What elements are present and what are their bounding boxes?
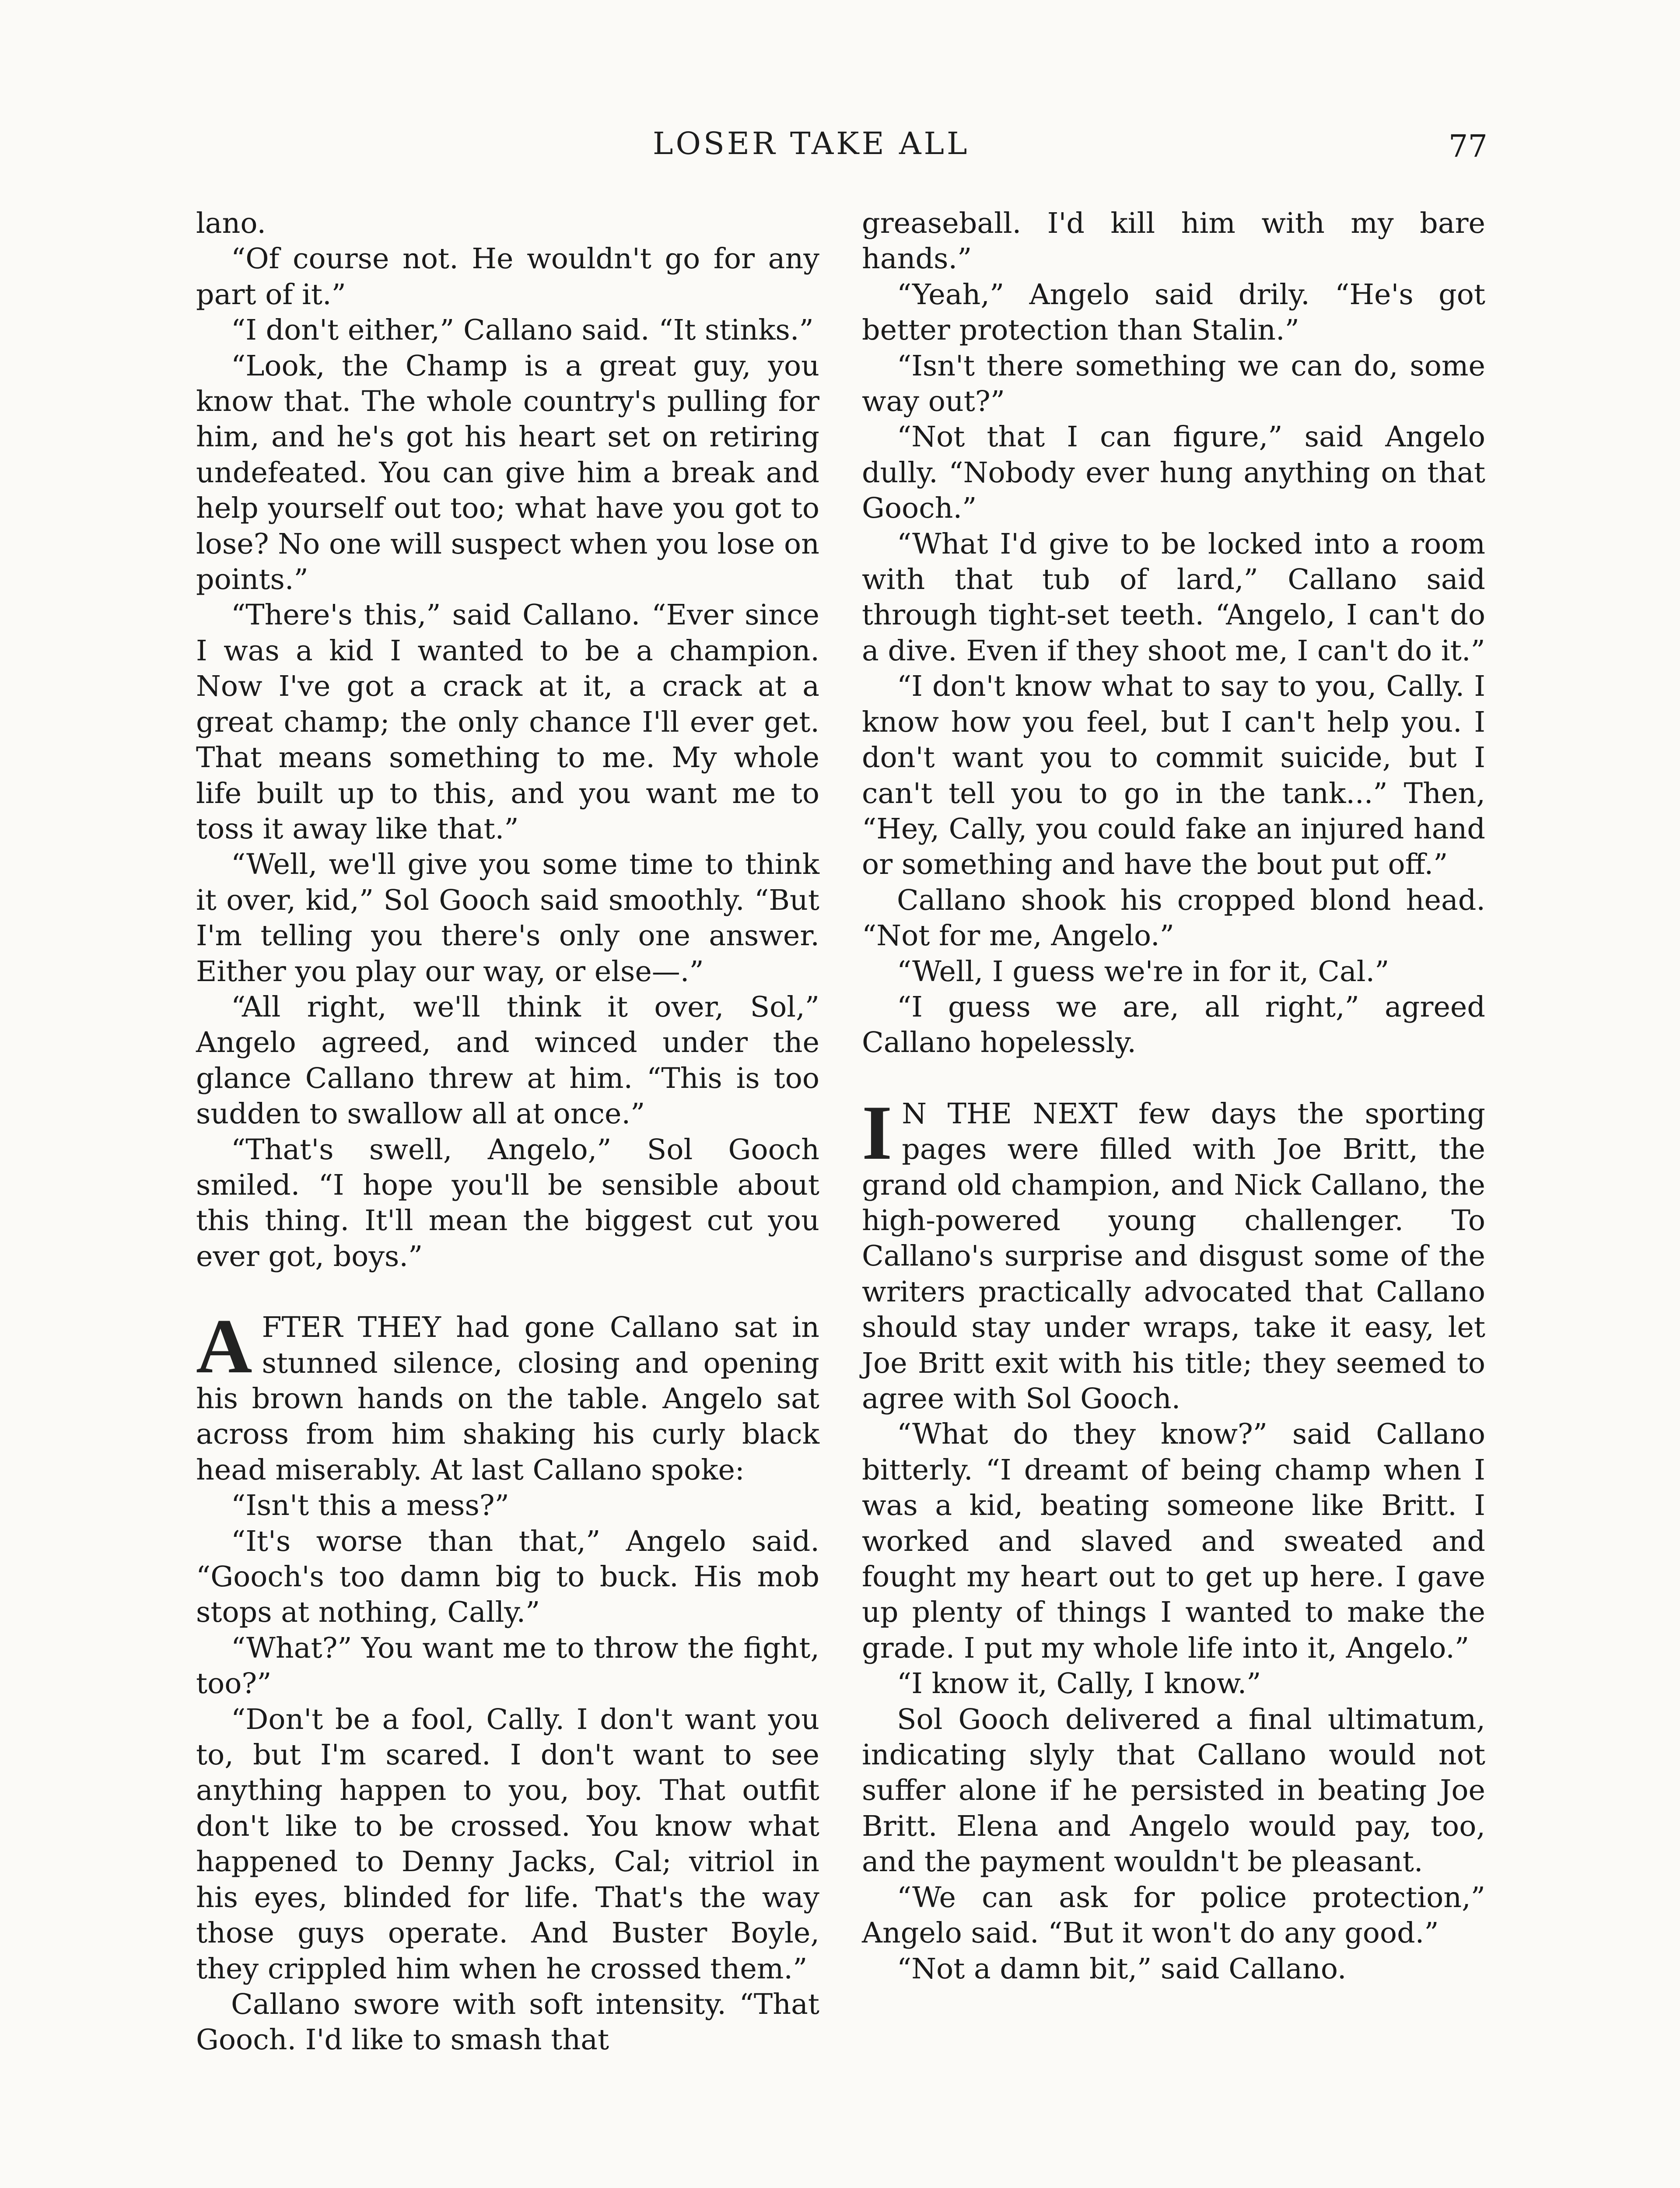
paragraph bbox=[196, 1303, 819, 1488]
paragraph bbox=[862, 883, 1485, 954]
paragraph bbox=[862, 526, 1485, 669]
drop-cap: A bbox=[196, 1303, 252, 1390]
paragraph-text: “I guess we are, all right,” agreed Callano hopelessly. bbox=[862, 990, 1485, 1059]
paragraph-text: “What do they know?” said Callano bitterly. “I dreamt of being champ when I was a kid, beating someone like Britt. I worked and slaved and sweated and fought my heart out to get up here. I gave up plenty of things I wanted to make the grade. I put my whole life into it, Angelo.” bbox=[862, 1418, 1485, 1665]
paragraph-text: lano. bbox=[196, 207, 266, 240]
paragraph-text: “Well, we'll give you some time to think it over, kid,” Sol Gooch said smoothly. “But I'm telling you there's only one answer. Either you play our way, or else—.” bbox=[196, 848, 819, 988]
paragraph bbox=[862, 1880, 1485, 1951]
paragraph-text: “What I'd give to be locked into a room with that tub of lard,” Callano said through tight-set teeth. “Angelo, I can't do a dive. Even if they shoot me, I can't do it.” bbox=[862, 527, 1485, 667]
paragraph bbox=[862, 419, 1485, 526]
paragraph bbox=[196, 989, 819, 1132]
paragraph bbox=[196, 206, 819, 241]
paragraph-text: “Isn't this a mess?” bbox=[231, 1489, 509, 1522]
paragraph bbox=[196, 241, 819, 312]
paragraph-text: “I don't know what to say to you, Cally. I know how you feel, but I can't help you. I don't want you to commit suicide, but I can't tell you to go in the tank...” Then, “Hey, Cally, you could fake an injured hand or something and have the bout put off.” bbox=[862, 670, 1485, 881]
paragraph-text: N THE NEXT few days the sporting pages were filled with Joe Britt, the grand old champion, and Nick Callano, the high-powered young challenger. To Callano's surprise and disgust some of the writers practically advocated that Callano should stay under wraps, take it easy, let Joe Britt exit with his title; they seemed to agree with Sol Gooch. bbox=[862, 1097, 1485, 1415]
paragraph bbox=[862, 277, 1485, 348]
paragraph bbox=[196, 1987, 819, 2058]
paragraph bbox=[862, 1951, 1485, 1987]
paragraph-text: “All right, we'll think it over, Sol,” Angelo agreed, and winced under the glance Callano threw at him. “This is too sudden to swallow all at once.” bbox=[196, 990, 819, 1131]
paragraph bbox=[196, 312, 819, 348]
paragraph-text: Callano shook his cropped blond head. “Not for me, Angelo.” bbox=[862, 884, 1485, 953]
paragraph bbox=[196, 1524, 819, 1630]
paragraph-text: “We can ask for police protection,” Angelo said. “But it won't do any good.” bbox=[862, 1881, 1485, 1950]
paragraph-text: “It's worse than that,” Angelo said. “Gooch's too damn big to buck. His mob stops at nothing, Cally.” bbox=[196, 1525, 819, 1629]
paragraph-text: “That's swell, Angelo,” Sol Gooch smiled. “I hope you'll be sensible about this thing. It'll mean the biggest cut you ever got, boys.” bbox=[196, 1133, 819, 1273]
paragraph bbox=[862, 1702, 1485, 1880]
paragraph-text: “Well, I guess we're in for it, Cal.” bbox=[897, 955, 1390, 988]
paragraph bbox=[862, 206, 1485, 277]
paragraph bbox=[196, 847, 819, 989]
paragraph-text: “There's this,” said Callano. “Ever since I was a kid I wanted to be a champion. Now I've got a crack at it, a crack at a great champ; the only chance I'll ever get. That means something to me. My whole life built up to this, and you want me to toss it away like that.” bbox=[196, 599, 819, 845]
right-text-column bbox=[862, 206, 1485, 1987]
paragraph bbox=[862, 954, 1485, 989]
paragraph-text: “What?” You want me to throw the fight, too?” bbox=[196, 1631, 819, 1701]
paragraph-text: greaseball. I'd kill him with my bare hands.” bbox=[862, 207, 1485, 276]
paragraph bbox=[862, 669, 1485, 882]
paragraph bbox=[196, 1488, 819, 1523]
page-number: 77 bbox=[1448, 128, 1488, 164]
paragraph-text: “Of course not. He wouldn't go for any part of it.” bbox=[196, 242, 819, 311]
left-text-column bbox=[196, 206, 819, 2058]
paragraph bbox=[196, 348, 819, 598]
paragraph-text: “I know it, Cally, I know.” bbox=[897, 1667, 1261, 1701]
paragraph-text: Sol Gooch delivered a final ultimatum, indicating slyly that Callano would not suffer alone if he persisted in beating Joe Britt. Elena and Angelo would pay, too, and the payment wouldn't be pleasant. bbox=[862, 1703, 1485, 1879]
running-title: LOSER TAKE ALL bbox=[653, 126, 970, 161]
paragraph-text: “Look, the Champ is a great guy, you know that. The whole country's pulling for him, and he's got his heart set on retiring undefeated. You can give him a break and help yourself out too; what have you got to lose? No one will suspect when you lose on points.” bbox=[196, 349, 819, 596]
paragraph-text: FTER THEY had gone Callano sat in stunned silence, closing and opening his brown hands on the table. Angelo sat across from him shaking his curly black head miserably. At last Callano spoke: bbox=[196, 1311, 819, 1487]
paragraph-text: “Not that I can figure,” said Angelo dully. “Nobody ever hung anything on that Gooch.” bbox=[862, 421, 1485, 525]
paragraph-text: Callano swore with soft intensity. “That Gooch. I'd like to smash that bbox=[196, 1988, 819, 2057]
paragraph-text: “Don't be a fool, Cally. I don't want you to, but I'm scared. I don't want to see anything happen to you, boy. That outfit don't like to be crossed. You know what happened to Denny Jacks, Cal; vitriol in his eyes, blinded for life. That's the way those guys operate. And Buster Boyle, they crippled him when he crossed them.” bbox=[196, 1703, 819, 1985]
paragraph bbox=[862, 1666, 1485, 1701]
paragraph-text: “Yeah,” Angelo said drily. “He's got better protection than Stalin.” bbox=[862, 278, 1485, 347]
page-header bbox=[192, 122, 1488, 170]
paragraph bbox=[862, 1089, 1485, 1417]
paragraph bbox=[862, 348, 1485, 420]
drop-cap: I bbox=[862, 1089, 892, 1176]
paragraph bbox=[196, 1132, 819, 1275]
paragraph-text: “I don't either,” Callano said. “It stinks.” bbox=[231, 314, 814, 347]
paragraph bbox=[196, 1630, 819, 1702]
paragraph bbox=[196, 597, 819, 847]
paragraph bbox=[862, 989, 1485, 1061]
paragraph bbox=[862, 1417, 1485, 1666]
paragraph bbox=[196, 1702, 819, 1987]
paragraph-text: “Isn't there something we can do, some way out?” bbox=[862, 349, 1485, 418]
paragraph-text: “Not a damn bit,” said Callano. bbox=[897, 1952, 1347, 1985]
